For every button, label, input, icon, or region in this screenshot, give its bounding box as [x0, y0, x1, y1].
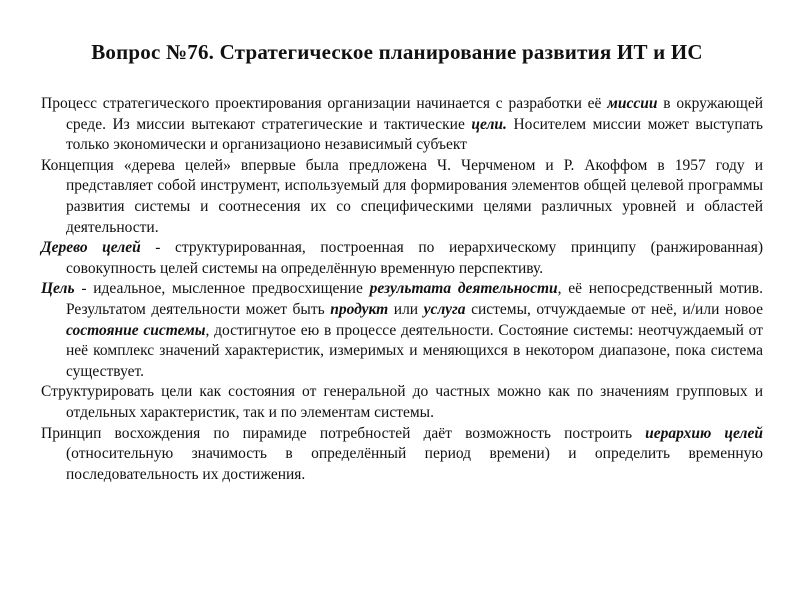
term-product: продукт: [330, 300, 389, 318]
paragraph-goal-tree-concept: [41, 156, 763, 238]
term-activity-result: результата деятельности: [369, 280, 558, 298]
text-segment: или: [388, 300, 424, 318]
slide-body: [41, 94, 763, 485]
term-goal: Цель: [41, 280, 75, 298]
text-segment: в окружающей среде. Из миссии вытекают стратегические и тактические: [66, 95, 763, 133]
text-segment: , достигнутое ею в процессе деятельности. Состояние системы: неотчуждаемый от неё комплекс значений характеристик, измеримых и меняющихся в некотором диапазоне, пока система существует.: [66, 321, 763, 380]
text-segment: - структурированная, построенная по иерархическому принципу (ранжированная) совокупность целей системы на определённую временную перспективу.: [66, 239, 763, 277]
text-segment: (относительную значимость в определённый период времени) и определить временную последовательность их достижения.: [66, 445, 763, 483]
text-segment: Носителем миссии может выступать только экономически и организационо независимый субъект: [66, 115, 763, 154]
text-segment: Процесс стратегического проектирования организации начинается с разработки её: [41, 95, 608, 112]
paragraph-goal-tree-definition: [41, 238, 763, 279]
text-segment: - идеальное, мысленное предвосхищение: [74, 280, 370, 298]
text-segment: Концепция «дерева целей» впервые была предложена Ч. Черчменом и Р. Акоффом в 1957 году и представляет собой инструмент, используемый для формирования элементов общей целевой программы развития системы и соотнесения их со специфическими целями различных уровней и областей деятельности.: [41, 156, 763, 236]
text-segment: Принцип восхождения по пирамиде потребностей даёт возможность построить: [41, 424, 646, 442]
text-segment: , её непосредственный мотив. Результатом деятельности может быть: [66, 280, 763, 318]
term-goal-hierarchy: иерархию целей: [645, 424, 763, 442]
paragraph-structuring: [41, 382, 763, 423]
term-goals: цели.: [471, 115, 507, 133]
term-mission: миссии: [607, 95, 658, 112]
paragraph-goal-definition: [41, 279, 763, 382]
paragraph-mission: [41, 94, 763, 156]
term-system-state: состояние системы: [66, 321, 206, 339]
term-service: услуга: [423, 300, 466, 318]
term-goal-tree: Дерево целей: [41, 239, 141, 257]
text-segment: системы, отчуждаемые от неё, и/или новое: [465, 300, 763, 318]
text-segment: Структурировать цели как состояния от генеральной до частных можно как по значениям групповых и отдельных характеристик, так и по элементам системы.: [41, 383, 763, 421]
slide-title: Вопрос №76. Стратегическое планирование развития ИТ и ИС: [91, 40, 703, 64]
paragraph-pyramid-principle: [41, 424, 763, 486]
